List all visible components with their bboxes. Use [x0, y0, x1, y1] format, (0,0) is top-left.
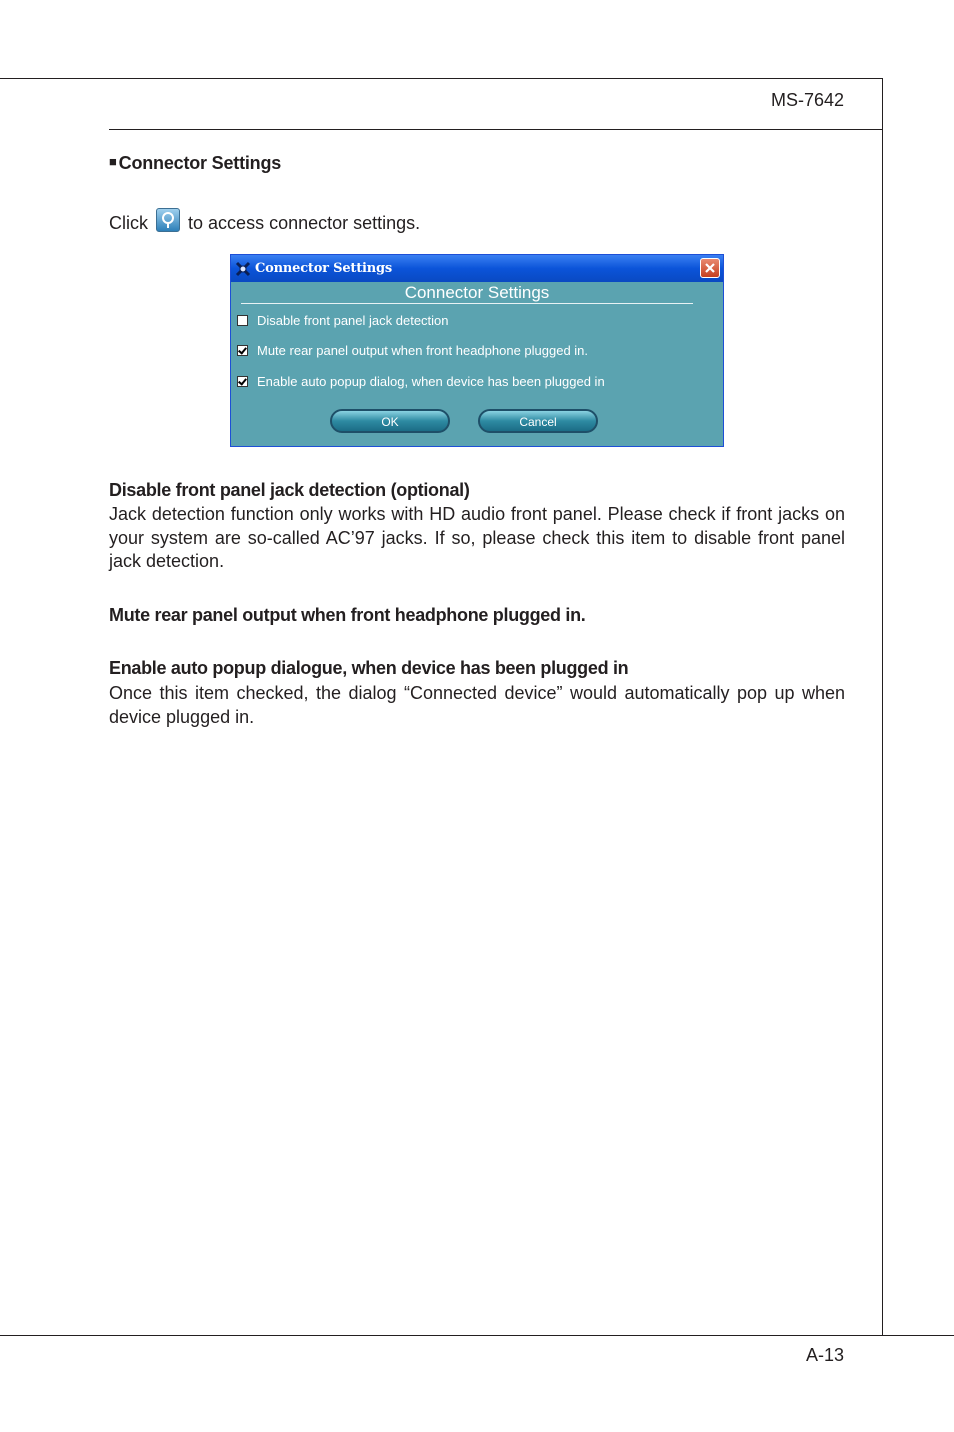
item-body-auto-popup: Once this item checked, the dialog “Connected device” would automatically pop up when device plugged in.	[109, 683, 845, 727]
option-mute-rear-output[interactable]	[237, 343, 588, 358]
dialog-titlebar[interactable]	[231, 255, 723, 282]
checkbox-disable-front-jack[interactable]	[237, 315, 248, 326]
dialog-heading-rule	[241, 303, 693, 304]
instruction-line	[109, 208, 420, 234]
section-title	[109, 153, 281, 174]
footer-rule	[0, 1335, 954, 1336]
header-bottom-rule	[109, 129, 883, 130]
square-bullet-icon: ■	[109, 154, 117, 169]
checkbox-auto-popup[interactable]	[237, 376, 248, 387]
item-body-disable-front-jack: Jack detection function only works with HD audio front panel. Please check if front jacks on your system are so-called AC’97 jacks. If so, please check this item to disable front panel jack detection.	[109, 504, 845, 571]
instruction-prefix: Click	[109, 213, 148, 233]
option-disable-front-jack[interactable]	[237, 313, 449, 328]
option-label: Mute rear panel output when front headphone plugged in.	[257, 343, 589, 358]
item-heading-disable-front-jack: Disable front panel jack detection (optional)	[109, 480, 470, 500]
section-title-text: Connector Settings	[118, 153, 282, 173]
item-heading-auto-popup: Enable auto popup dialogue, when device has been plugged in	[109, 658, 629, 678]
close-button[interactable]	[700, 258, 720, 278]
model-number: MS-7642	[770, 90, 844, 110]
dialog-window-title: Connector Settings	[255, 261, 393, 276]
header-top-rule	[0, 78, 883, 79]
checkbox-mute-rear-output[interactable]	[237, 345, 248, 356]
right-margin-rule	[882, 78, 883, 1336]
dialog-heading: Connector Settings	[404, 283, 550, 302]
connector-app-icon	[235, 261, 251, 277]
item-heading-mute-rear: Mute rear panel output when front headphone plugged in.	[109, 605, 586, 625]
option-auto-popup[interactable]	[237, 374, 605, 389]
instruction-suffix: to access connector settings.	[188, 213, 421, 233]
cancel-button[interactable]: Cancel	[478, 409, 598, 433]
page-number: A-13	[805, 1345, 844, 1365]
connector-settings-dialog	[230, 254, 724, 447]
option-label: Enable auto popup dialog, when device has been plugged in	[257, 374, 605, 389]
option-label: Disable front panel jack detection	[257, 313, 449, 328]
close-icon	[701, 259, 719, 277]
ok-button[interactable]: OK	[330, 409, 450, 433]
connector-settings-icon[interactable]	[156, 208, 180, 232]
